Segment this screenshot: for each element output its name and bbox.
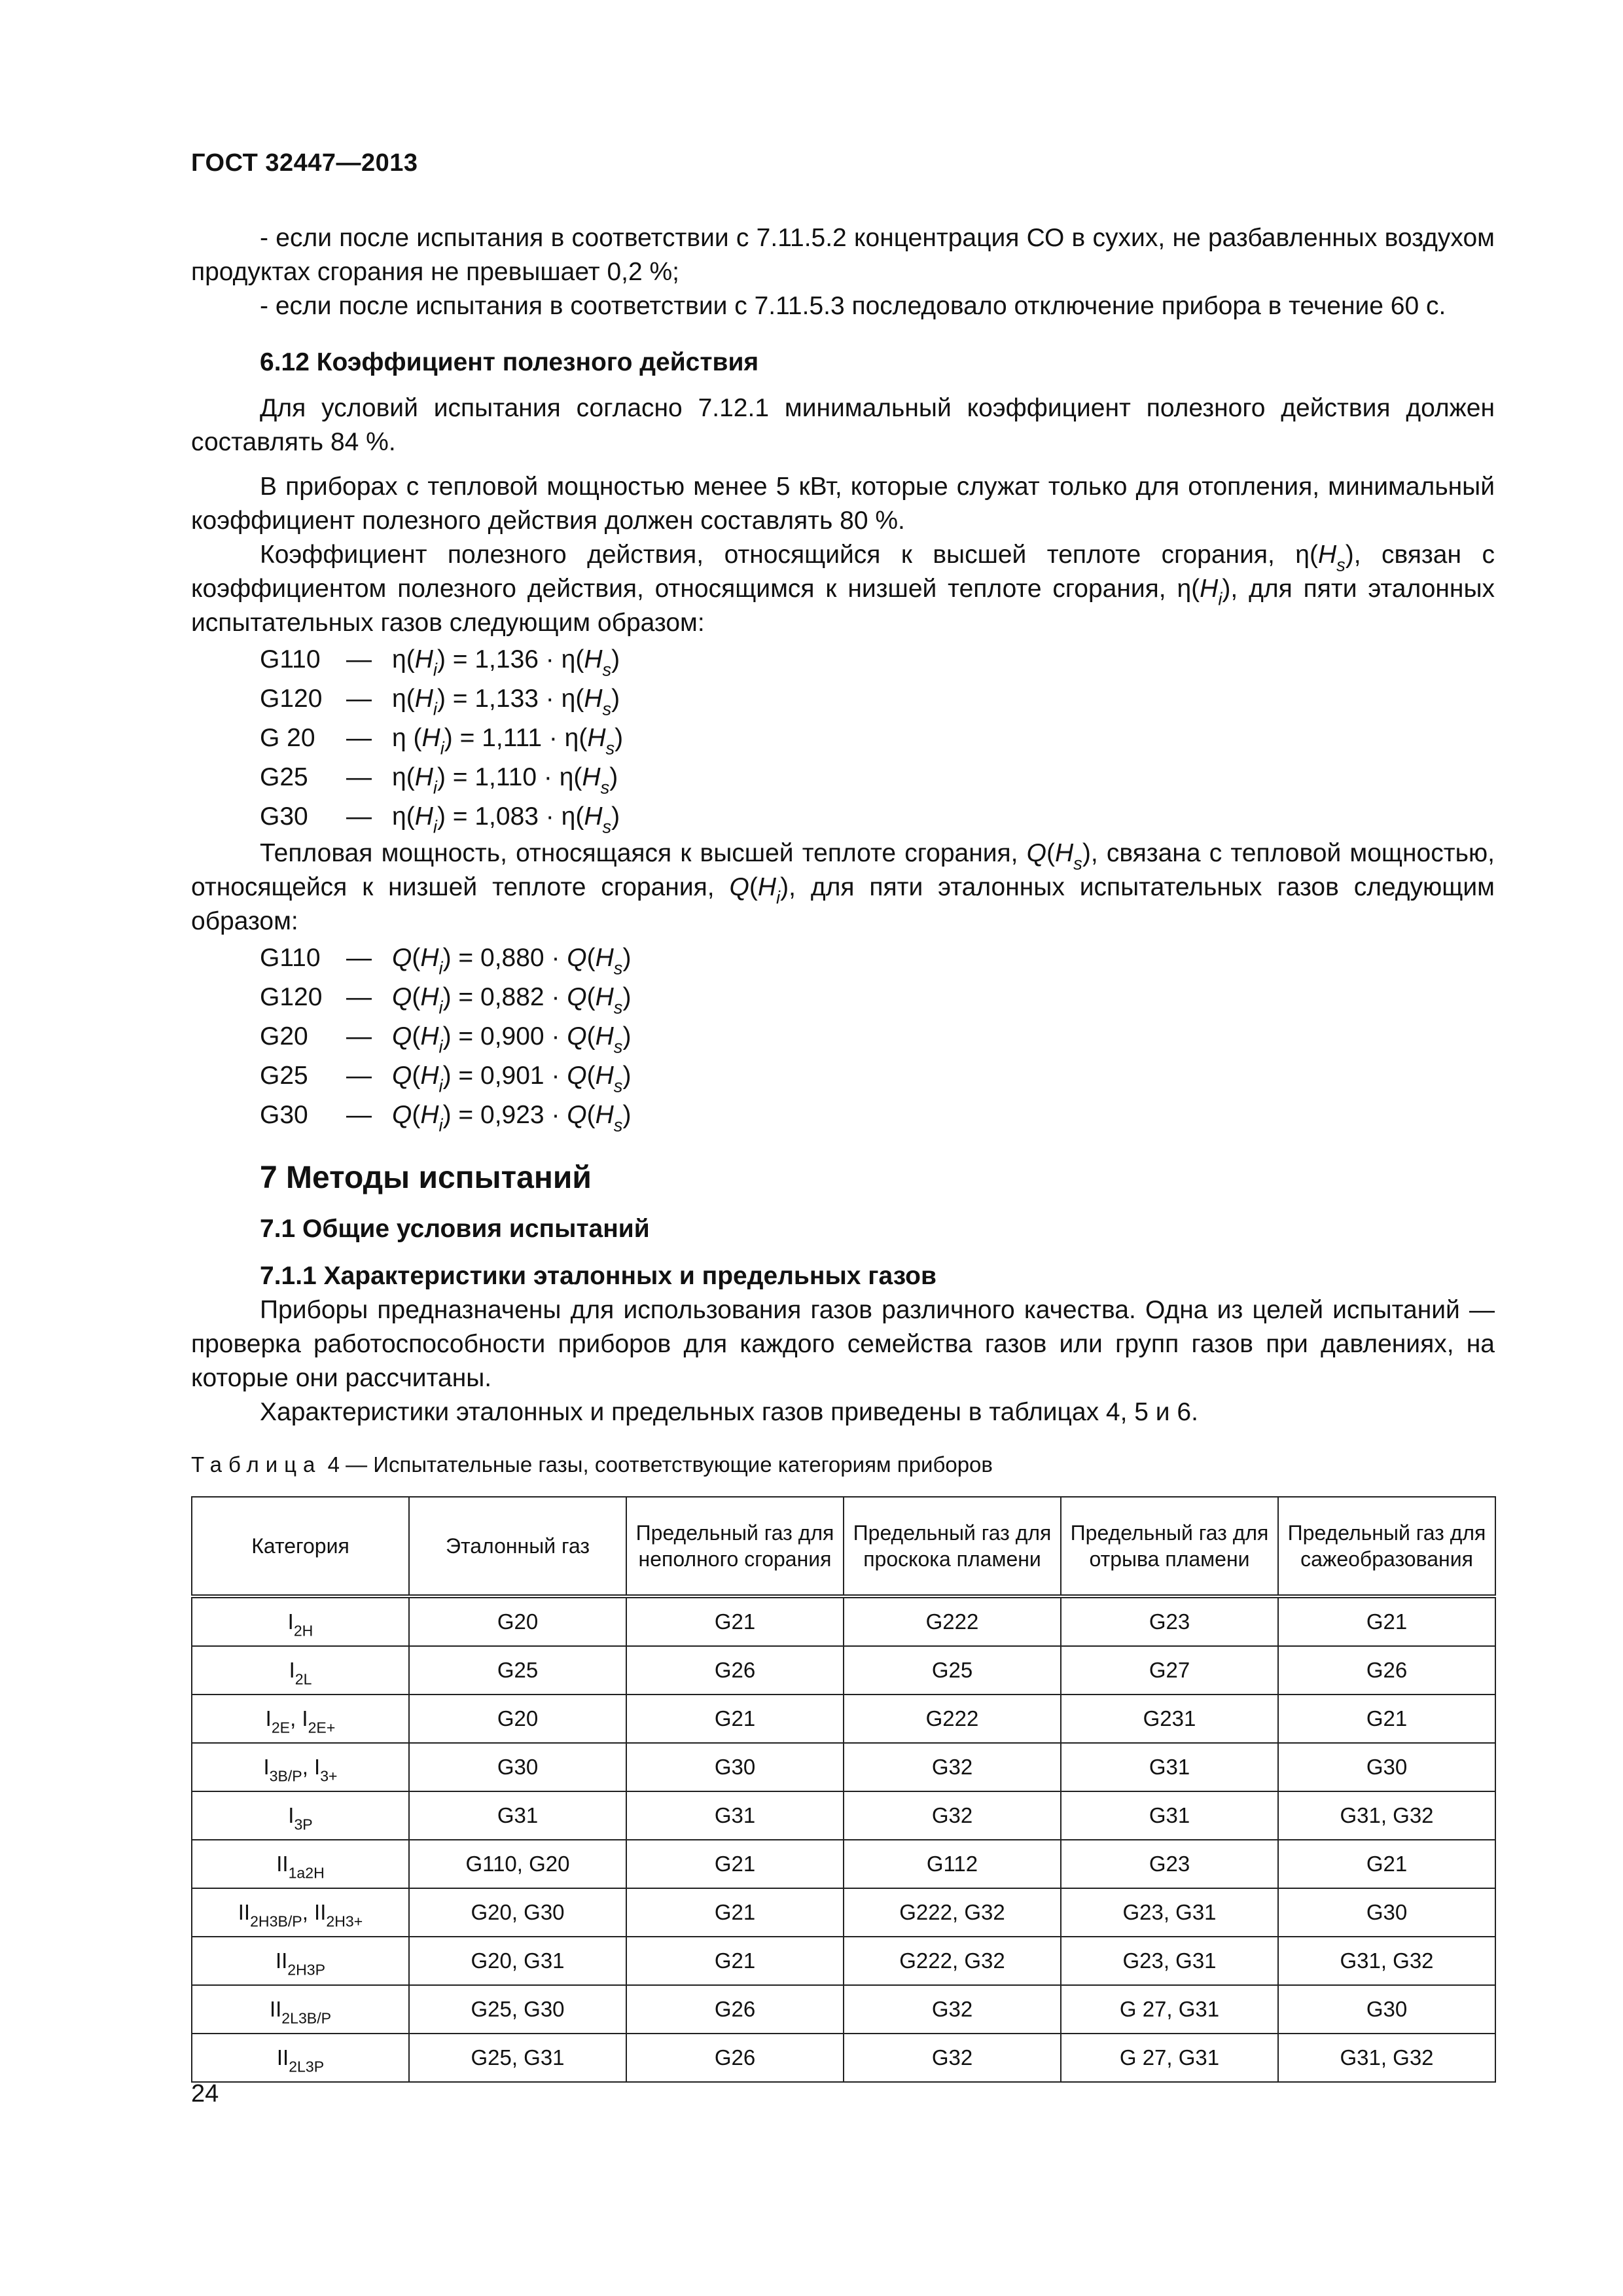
table-cell: G25, G30	[409, 1985, 626, 2034]
formula-gas: G110	[260, 645, 321, 673]
efficiency-formula-list	[191, 640, 1495, 836]
table-cell: G30	[409, 1743, 626, 1791]
table-cell: G31	[1061, 1791, 1278, 1840]
table-cell: G112	[844, 1840, 1061, 1888]
table-cell: G31, G32	[1278, 2034, 1495, 2082]
table-caption-prefix: Таблица	[191, 1452, 322, 1477]
column-header: Эталонный газ	[409, 1497, 626, 1596]
column-header: Предельный газ для сажеобразования	[1278, 1497, 1495, 1596]
table-cell: G21	[626, 1596, 844, 1646]
table-row	[192, 1937, 1495, 1985]
formula-gas: G25	[260, 763, 308, 791]
table-cell: G30	[1278, 1888, 1495, 1937]
column-header: Предельный газ для отрыва пламени	[1061, 1497, 1278, 1596]
table-cell: G231	[1061, 1695, 1278, 1743]
table-row	[192, 1646, 1495, 1695]
table-cell: G21	[626, 1840, 844, 1888]
table-body	[192, 1596, 1495, 2082]
paragraph: Приборы предназначены для использования газов различного качества. Одна из целей испытаний — проверка работоспособности приборов для каждого семейства газов или групп газов при давлениях, на которые они рассчитаны.	[191, 1296, 1495, 1392]
formula-row	[260, 978, 1495, 1017]
category-cell: $I_{2L}$	[192, 1646, 409, 1695]
table-cell: G21	[1278, 1596, 1495, 1646]
formula-row	[260, 797, 1495, 836]
section-heading-6-12: 6.12 Коэффициент полезного действия	[260, 348, 759, 376]
table-cell: G222, G32	[844, 1888, 1061, 1937]
table-cell: G32	[844, 1791, 1061, 1840]
table-cell: G21	[1278, 1840, 1495, 1888]
table-cell: G30	[1278, 1985, 1495, 2034]
table-row	[192, 1743, 1495, 1791]
category-cell: $I_{2H}$	[192, 1596, 409, 1646]
formula-expression: $Q(H_i) = 0,880 \cdot Q(H_s)$	[392, 944, 632, 978]
table-cell: G23, G31	[1061, 1937, 1278, 1985]
formula-row	[260, 758, 1495, 797]
formula-expression: $Q(H_i) = 0,923 \cdot Q(H_s)$	[392, 1101, 632, 1136]
table-cell: G27	[1061, 1646, 1278, 1695]
test-gas-table	[191, 1496, 1496, 2083]
category-cell: $II_{2H3B/P}$, $II_{2H3+}$	[192, 1888, 409, 1937]
table-cell: G31	[409, 1791, 626, 1840]
category-cell: $II_{2H3P}$	[192, 1937, 409, 1985]
formula-dash: —	[346, 944, 372, 972]
table-cell: G222	[844, 1596, 1061, 1646]
formula-expression: $\eta(H_i) = 1,110 \cdot \eta(H_s)$	[392, 763, 618, 798]
table-cell: G21	[626, 1695, 844, 1743]
table-cell: G31, G32	[1278, 1791, 1495, 1840]
formula-dash: —	[346, 983, 372, 1011]
formula-dash: —	[346, 645, 372, 673]
table-cell: G30	[626, 1743, 844, 1791]
table-cell: G26	[1278, 1646, 1495, 1695]
column-header: Предельный газ для проскока пламени	[844, 1497, 1061, 1596]
table-cell: G32	[844, 1743, 1061, 1791]
category-cell: $II_{1a2H}$	[192, 1840, 409, 1888]
formula-expression: $Q(H_i) = 0,901 \cdot Q(H_s)$	[392, 1062, 632, 1096]
table-cell: G 27, G31	[1061, 1985, 1278, 2034]
formula-dash: —	[346, 685, 372, 713]
table-cell: G20, G31	[409, 1937, 626, 1985]
table-cell: G222	[844, 1695, 1061, 1743]
formula-gas: G20	[260, 1022, 308, 1050]
column-header: Категория	[192, 1497, 409, 1596]
paragraph: Характеристики эталонных и предельных газов приведены в таблицах 4, 5 и 6.	[260, 1398, 1198, 1426]
category-cell: $II_{2L3B/P}$	[192, 1985, 409, 2034]
section-heading-7-1-1: 7.1.1 Характеристики эталонных и предельных газов	[260, 1262, 936, 1290]
formula-row	[260, 640, 1495, 679]
table-row	[192, 1985, 1495, 2034]
category-cell: $II_{2L3P}$	[192, 2034, 409, 2082]
category-cell: $I_{2E}$, $I_{2E+}$	[192, 1695, 409, 1743]
table-cell: G23, G31	[1061, 1888, 1278, 1937]
table-cell: G25, G31	[409, 2034, 626, 2082]
table-row	[192, 1596, 1495, 1646]
formula-expression: $Q(H_i) = 0,882 \cdot Q(H_s)$	[392, 983, 632, 1018]
formula-row	[260, 1056, 1495, 1096]
table-cell: G25	[844, 1646, 1061, 1695]
paragraph: В приборах с тепловой мощностью менее 5 кВт, которые служат только для отопления, минимальный коэффициент полезного действия должен составлять 80 %.	[191, 473, 1495, 535]
table-cell: G31, G32	[1278, 1937, 1495, 1985]
table-cell: G 27, G31	[1061, 2034, 1278, 2082]
category-cell: $I_{3B/P}$, $I_{3+}$	[192, 1743, 409, 1791]
table-row	[192, 1695, 1495, 1743]
table-cell: G32	[844, 2034, 1061, 2082]
formula-gas: G120	[260, 983, 323, 1011]
table-cell: G20	[409, 1695, 626, 1743]
table-cell: G26	[626, 1985, 844, 2034]
formula-gas: G120	[260, 685, 323, 713]
table-row	[192, 1791, 1495, 1840]
formula-row	[260, 719, 1495, 758]
document-body	[191, 221, 1495, 2083]
table-cell: G26	[626, 2034, 844, 2082]
table-cell: G31	[626, 1791, 844, 1840]
formula-expression: $\eta(H_i) = 1,083 \cdot \eta(H_s)$	[392, 802, 620, 837]
section-heading-7: 7 Методы испытаний	[260, 1160, 592, 1195]
paragraph: Тепловая мощность, относящаяся к высшей теплоте сгорания, $Q(H_s)$, связана с тепловой мощностью, относящейся к низшей теплоте сгорания, $Q(H_i)$, для пяти эталонных испытательных газов следующим образом:	[191, 839, 1495, 935]
standard-code: ГОСТ 32447—2013	[191, 149, 418, 177]
table-header-row	[192, 1497, 1495, 1596]
table-cell: G20, G30	[409, 1888, 626, 1937]
formula-dash: —	[346, 802, 372, 831]
intro-item: - если после испытания в соответствии с 7.11.5.3 последовало отключение прибора в течение 60 с.	[260, 292, 1446, 320]
formula-row	[260, 679, 1495, 719]
table-cell: G32	[844, 1985, 1061, 2034]
power-formula-list	[191, 939, 1495, 1135]
formula-expression: $\eta(H_i) = 1,133 \cdot \eta(H_s)$	[392, 685, 620, 719]
formula-row	[260, 1017, 1495, 1056]
table-cell: G222, G32	[844, 1937, 1061, 1985]
table-cell: G31	[1061, 1743, 1278, 1791]
category-cell: $I_{3P}$	[192, 1791, 409, 1840]
table-cell: G30	[1278, 1743, 1495, 1791]
table-cell: G21	[1278, 1695, 1495, 1743]
paragraph: Для условий испытания согласно 7.12.1 минимальный коэффициент полезного действия должен составлять 84 %.	[191, 394, 1495, 456]
section-heading-7-1: 7.1 Общие условия испытаний	[260, 1215, 650, 1243]
intro-item: - если после испытания в соответствии с 7.11.5.2 концентрация СО в сухих, не разбавленных воздухом продуктах сгорания не превышает 0,2 %;	[191, 224, 1495, 286]
page-number: 24	[191, 2080, 219, 2108]
table-cell: G21	[626, 1937, 844, 1985]
formula-dash: —	[346, 724, 372, 752]
table-caption	[191, 1448, 1495, 1482]
table-row	[192, 1888, 1495, 1937]
table-cell: G26	[626, 1646, 844, 1695]
formula-expression: η $(H_i) = 1,111 \cdot \eta(H_s)$	[392, 724, 624, 759]
formula-expression: $Q(H_i) = 0,900 \cdot Q(H_s)$	[392, 1022, 632, 1057]
formula-gas: G110	[260, 944, 321, 972]
table-row	[192, 1840, 1495, 1888]
formula-gas: G30	[260, 802, 308, 831]
table-cell: G25	[409, 1646, 626, 1695]
formula-row	[260, 939, 1495, 978]
paragraph: Коэффициент полезного действия, относящийся к высшей теплоте сгорания, $\eta(H_s)$, связан с коэффициентом полезного действия, относящимся к низшей теплоте сгорания, $\eta(H_i)$, для пяти эталонных испытательных газов следующим образом:	[191, 541, 1495, 637]
table-cell: G21	[626, 1888, 844, 1937]
formula-gas: G30	[260, 1101, 308, 1129]
table-cell: G20	[409, 1596, 626, 1646]
formula-dash: —	[346, 763, 372, 791]
table-cell: G23	[1061, 1840, 1278, 1888]
column-header: Предельный газ для неполного сгорания	[626, 1497, 844, 1596]
table-row	[192, 2034, 1495, 2082]
table-caption-text: 4 — Испытательные газы, соответствующие категориям приборов	[327, 1452, 993, 1477]
formula-dash: —	[346, 1062, 372, 1090]
formula-expression: $\eta(H_i) = 1,136 \cdot \eta(H_s)$	[392, 645, 620, 680]
formula-gas: G 20	[260, 724, 315, 752]
formula-gas: G25	[260, 1062, 308, 1090]
formula-row	[260, 1096, 1495, 1135]
table-cell: G23	[1061, 1596, 1278, 1646]
table-cell: G110, G20	[409, 1840, 626, 1888]
formula-dash: —	[346, 1101, 372, 1129]
formula-dash: —	[346, 1022, 372, 1050]
